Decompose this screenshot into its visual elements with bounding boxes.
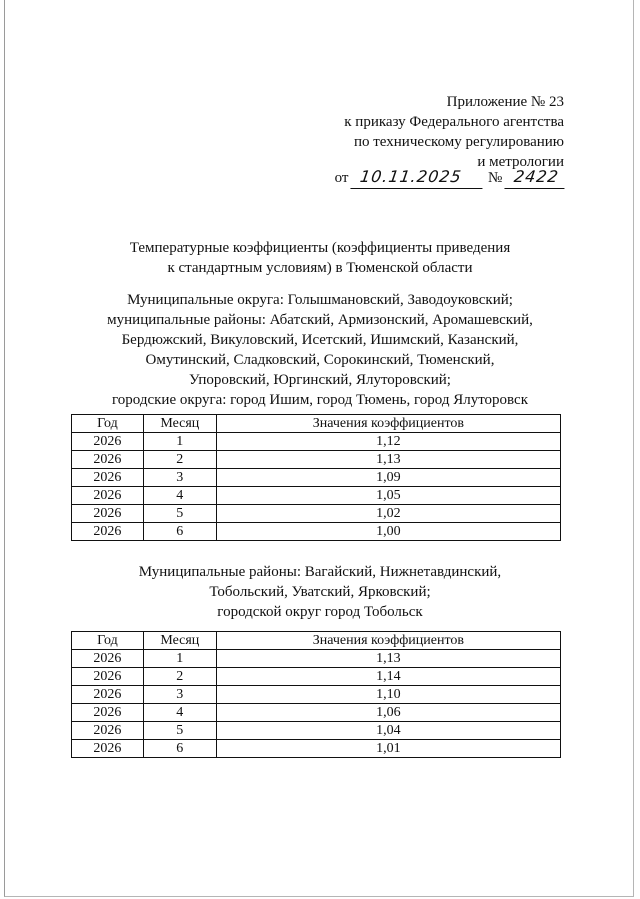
section1-coefficient-table [71, 414, 561, 541]
appendix-number: Приложение № 23 [446, 94, 564, 110]
column-header-coefficient: Значения коэффициентов [216, 632, 560, 650]
cell-month: 1 [143, 650, 216, 668]
cell-coefficient: 1,13 [216, 451, 560, 469]
cell-coefficient: 1,13 [216, 650, 560, 668]
order-date-number-line [335, 166, 566, 189]
cell-year: 2026 [72, 668, 144, 686]
cell-year: 2026 [72, 505, 144, 523]
table-row [72, 451, 561, 469]
cell-coefficient: 1,12 [216, 433, 560, 451]
cell-year: 2026 [72, 469, 144, 487]
section2-line-1: Муниципальные районы: Вагайский, Нижнетавдинский, [138, 564, 502, 580]
cell-coefficient: 1,05 [216, 487, 560, 505]
number-prefix: № [487, 170, 503, 186]
cell-month: 1 [143, 433, 216, 451]
cell-year: 2026 [72, 487, 144, 505]
table-row [72, 686, 561, 704]
title-line-1: Температурные коэффициенты (коэффициенты приведения [129, 240, 511, 256]
cell-month: 6 [143, 740, 216, 758]
table-row [72, 469, 561, 487]
order-date-handwritten: 10.11.2025 [351, 166, 486, 189]
table-row [72, 433, 561, 451]
table-row [72, 523, 561, 541]
cell-coefficient: 1,10 [216, 686, 560, 704]
cell-coefficient: 1,02 [216, 505, 560, 523]
cell-month: 3 [143, 686, 216, 704]
section1-line-4: Омутинский, Сладковский, Сорокинский, Тюменский, [145, 352, 495, 368]
section2-line-2: Тобольский, Уватский, Ярковский; [209, 584, 431, 600]
table-header-row [72, 632, 561, 650]
section1-line-6: городские округа: город Ишим, город Тюмень, город Ялуторовск [112, 392, 528, 408]
column-header-month: Месяц [143, 632, 216, 650]
date-prefix: от [334, 170, 349, 186]
cell-year: 2026 [72, 523, 144, 541]
section1-line-3: Бердюжский, Викуловский, Исетский, Ишимский, Казанский, [121, 332, 519, 348]
cell-month: 3 [143, 469, 216, 487]
cell-year: 2026 [72, 740, 144, 758]
cell-coefficient: 1,01 [216, 740, 560, 758]
cell-month: 4 [143, 704, 216, 722]
order-reference-line-2: по техническому регулированию [353, 134, 564, 150]
appendix-header [264, 92, 564, 172]
table-row [72, 740, 561, 758]
section1-line-1: Муниципальные округа: Голышмановский, Заводоуковский; [127, 292, 513, 308]
table-row [72, 505, 561, 523]
cell-year: 2026 [72, 686, 144, 704]
order-reference-line-3: и метрологии [477, 154, 564, 170]
column-header-year: Год [72, 632, 144, 650]
column-header-year: Год [72, 415, 144, 433]
cell-month: 6 [143, 523, 216, 541]
table-row [72, 722, 561, 740]
cell-year: 2026 [72, 722, 144, 740]
section2-territories [20, 562, 620, 622]
title-line-2: к стандартным условиям) в Тюменской области [167, 260, 473, 276]
cell-month: 2 [143, 451, 216, 469]
table-header-row [72, 415, 561, 433]
cell-month: 4 [143, 487, 216, 505]
section1-line-2: муниципальные районы: Абатский, Армизонский, Аромашевский, [107, 312, 533, 328]
cell-year: 2026 [72, 451, 144, 469]
document-title [20, 238, 620, 278]
cell-month: 2 [143, 668, 216, 686]
order-reference-line-1: к приказу Федерального агентства [344, 114, 564, 130]
cell-year: 2026 [72, 650, 144, 668]
section1-line-5: Упоровский, Юргинский, Ялуторовский; [189, 372, 451, 388]
cell-year: 2026 [72, 704, 144, 722]
table-row [72, 487, 561, 505]
section2-line-3: городской округ город Тобольск [217, 604, 423, 620]
section1-territories [20, 290, 620, 410]
cell-month: 5 [143, 722, 216, 740]
cell-coefficient: 1,00 [216, 523, 560, 541]
cell-coefficient: 1,14 [216, 668, 560, 686]
section2-coefficient-table [71, 631, 561, 758]
table-row [72, 704, 561, 722]
order-number-handwritten: 2422 [504, 166, 567, 189]
cell-coefficient: 1,09 [216, 469, 560, 487]
table-row [72, 650, 561, 668]
table-row [72, 668, 561, 686]
column-header-month: Месяц [143, 415, 216, 433]
cell-coefficient: 1,04 [216, 722, 560, 740]
cell-coefficient: 1,06 [216, 704, 560, 722]
column-header-coefficient: Значения коэффициентов [216, 415, 560, 433]
cell-year: 2026 [72, 433, 144, 451]
cell-month: 5 [143, 505, 216, 523]
